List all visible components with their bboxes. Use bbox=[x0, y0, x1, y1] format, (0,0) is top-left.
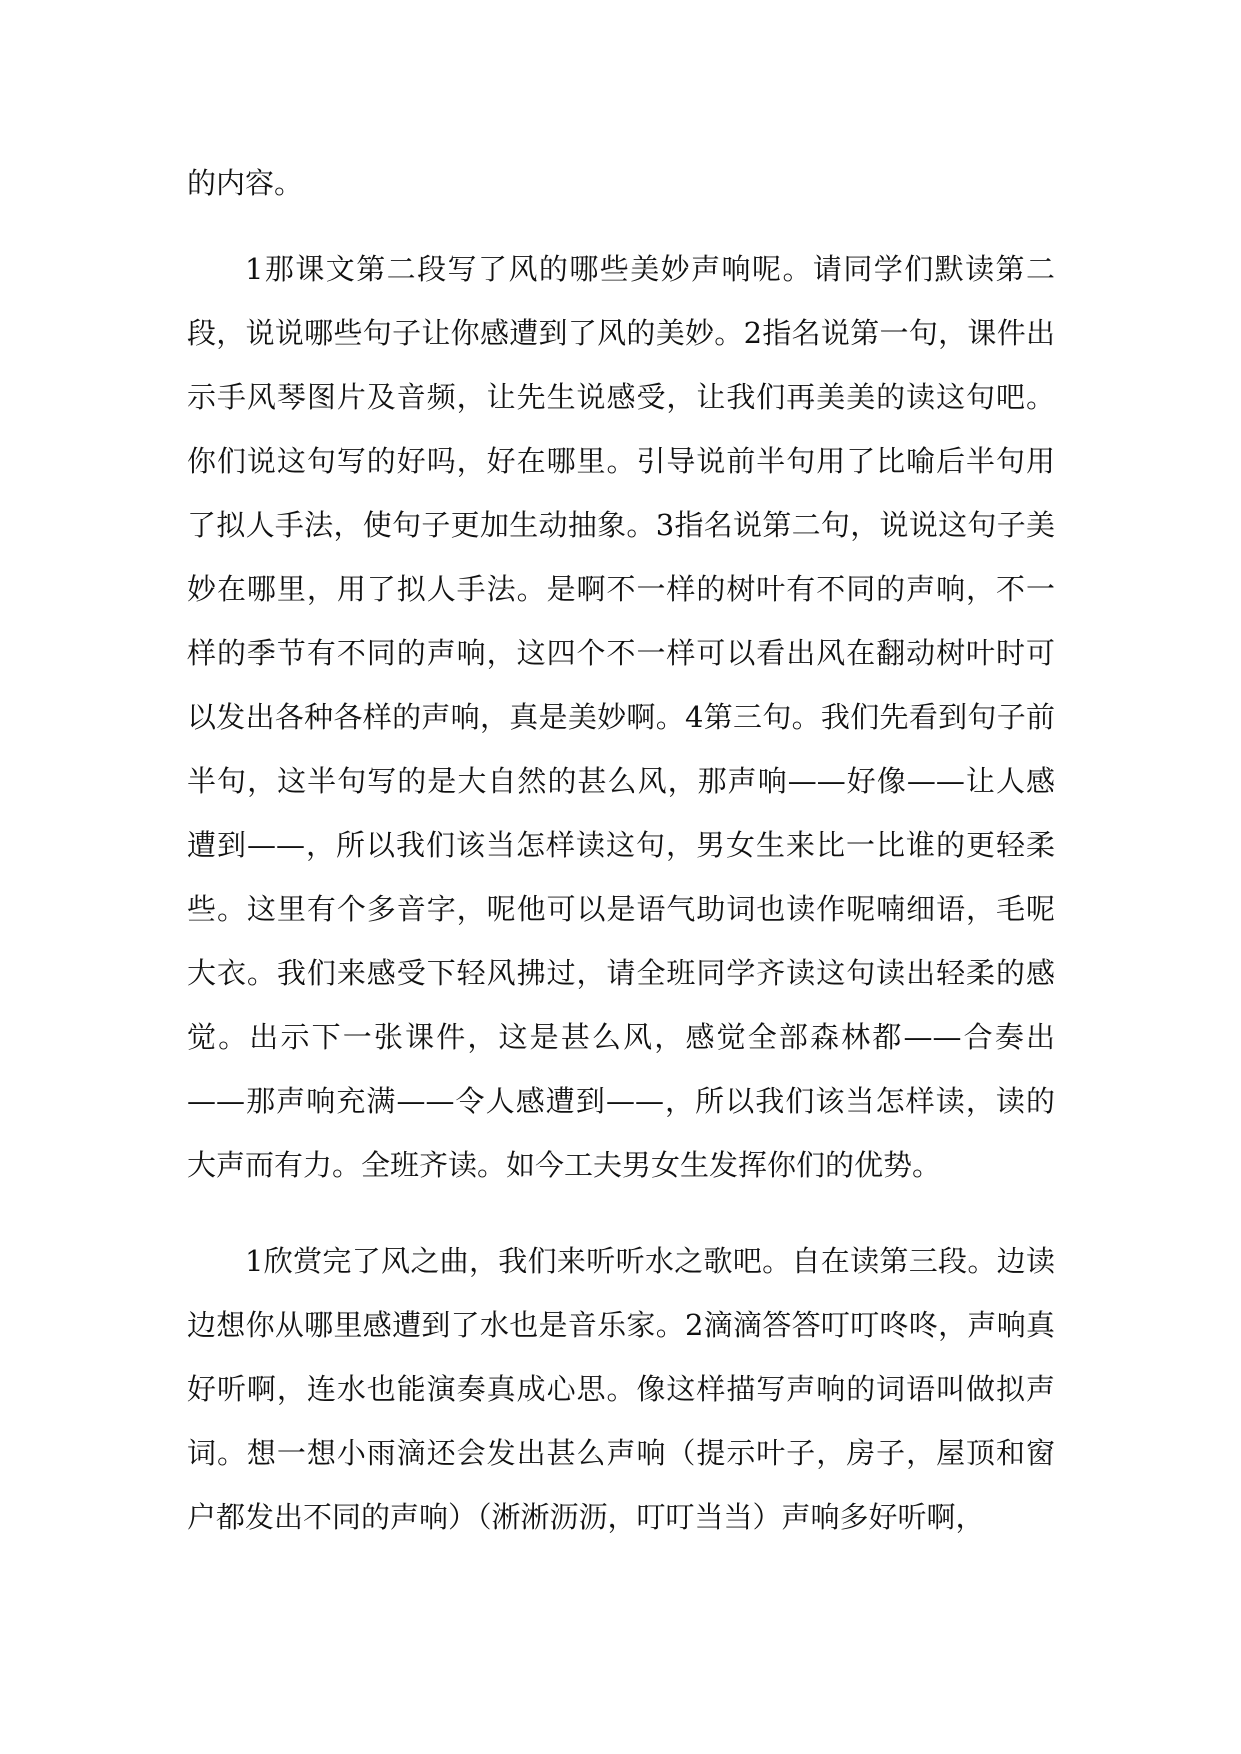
paragraph-wind-section: 1那课文第二段写了风的哪些美妙声响呢。请同学们默读第二段，说说哪些句子让你感遭到了风的美妙。2指名说第一句，课件出示手风琴图片及音频，让先生说感受，让我们再美美的读这句吧。你们说这句写的好吗，好在哪里。引导说前半句用了比喻后半句用了拟人手法，使句子更加生动抽象。3指名说第二句，说说这句子美妙在哪里，用了拟人手法。是啊不一样的树叶有不同的声响，不一样的季节有不同的声响，这四个不一样可以看出风在翻动树叶时可以发出各种各样的声响，真是美妙啊。4第三句。我们先看到句子前半句，这半句写的是大自然的甚么风，那声响——好像——让人感遭到——，所以我们该当怎样读这句，男女生来比一比谁的更轻柔些。这里有个多音字，呢他可以是语气助词也读作呢喃细语，毛呢大衣。我们来感受下轻风拂过，请全班同学齐读这句读出轻柔的感觉。出示下一张课件，这是甚么风，感觉全部森林都——合奏出——那声响充满——令人感遭到——，所以我们该当怎样读，读的大声而有力。全班齐读。如今工夫男女生发挥你们的优势。 bbox=[187, 252, 1055, 1182]
paragraph-water-section: 1欣赏完了风之曲，我们来听听水之歌吧。自在读第三段。边读边想你从哪里感遭到了水也是音乐家。2滴滴答答叮叮咚咚，声响真好听啊，连水也能演奏真成心思。像这样描写声响的词语叫做拟声词。想一想小雨滴还会发出甚么声响（提示叶子，房子，屋顶和窗户都发出不同的声响）（淅淅沥沥，叮叮当当）声响多好听啊， bbox=[187, 1244, 1055, 1534]
paragraph-continuation: 的内容。 bbox=[187, 166, 304, 200]
